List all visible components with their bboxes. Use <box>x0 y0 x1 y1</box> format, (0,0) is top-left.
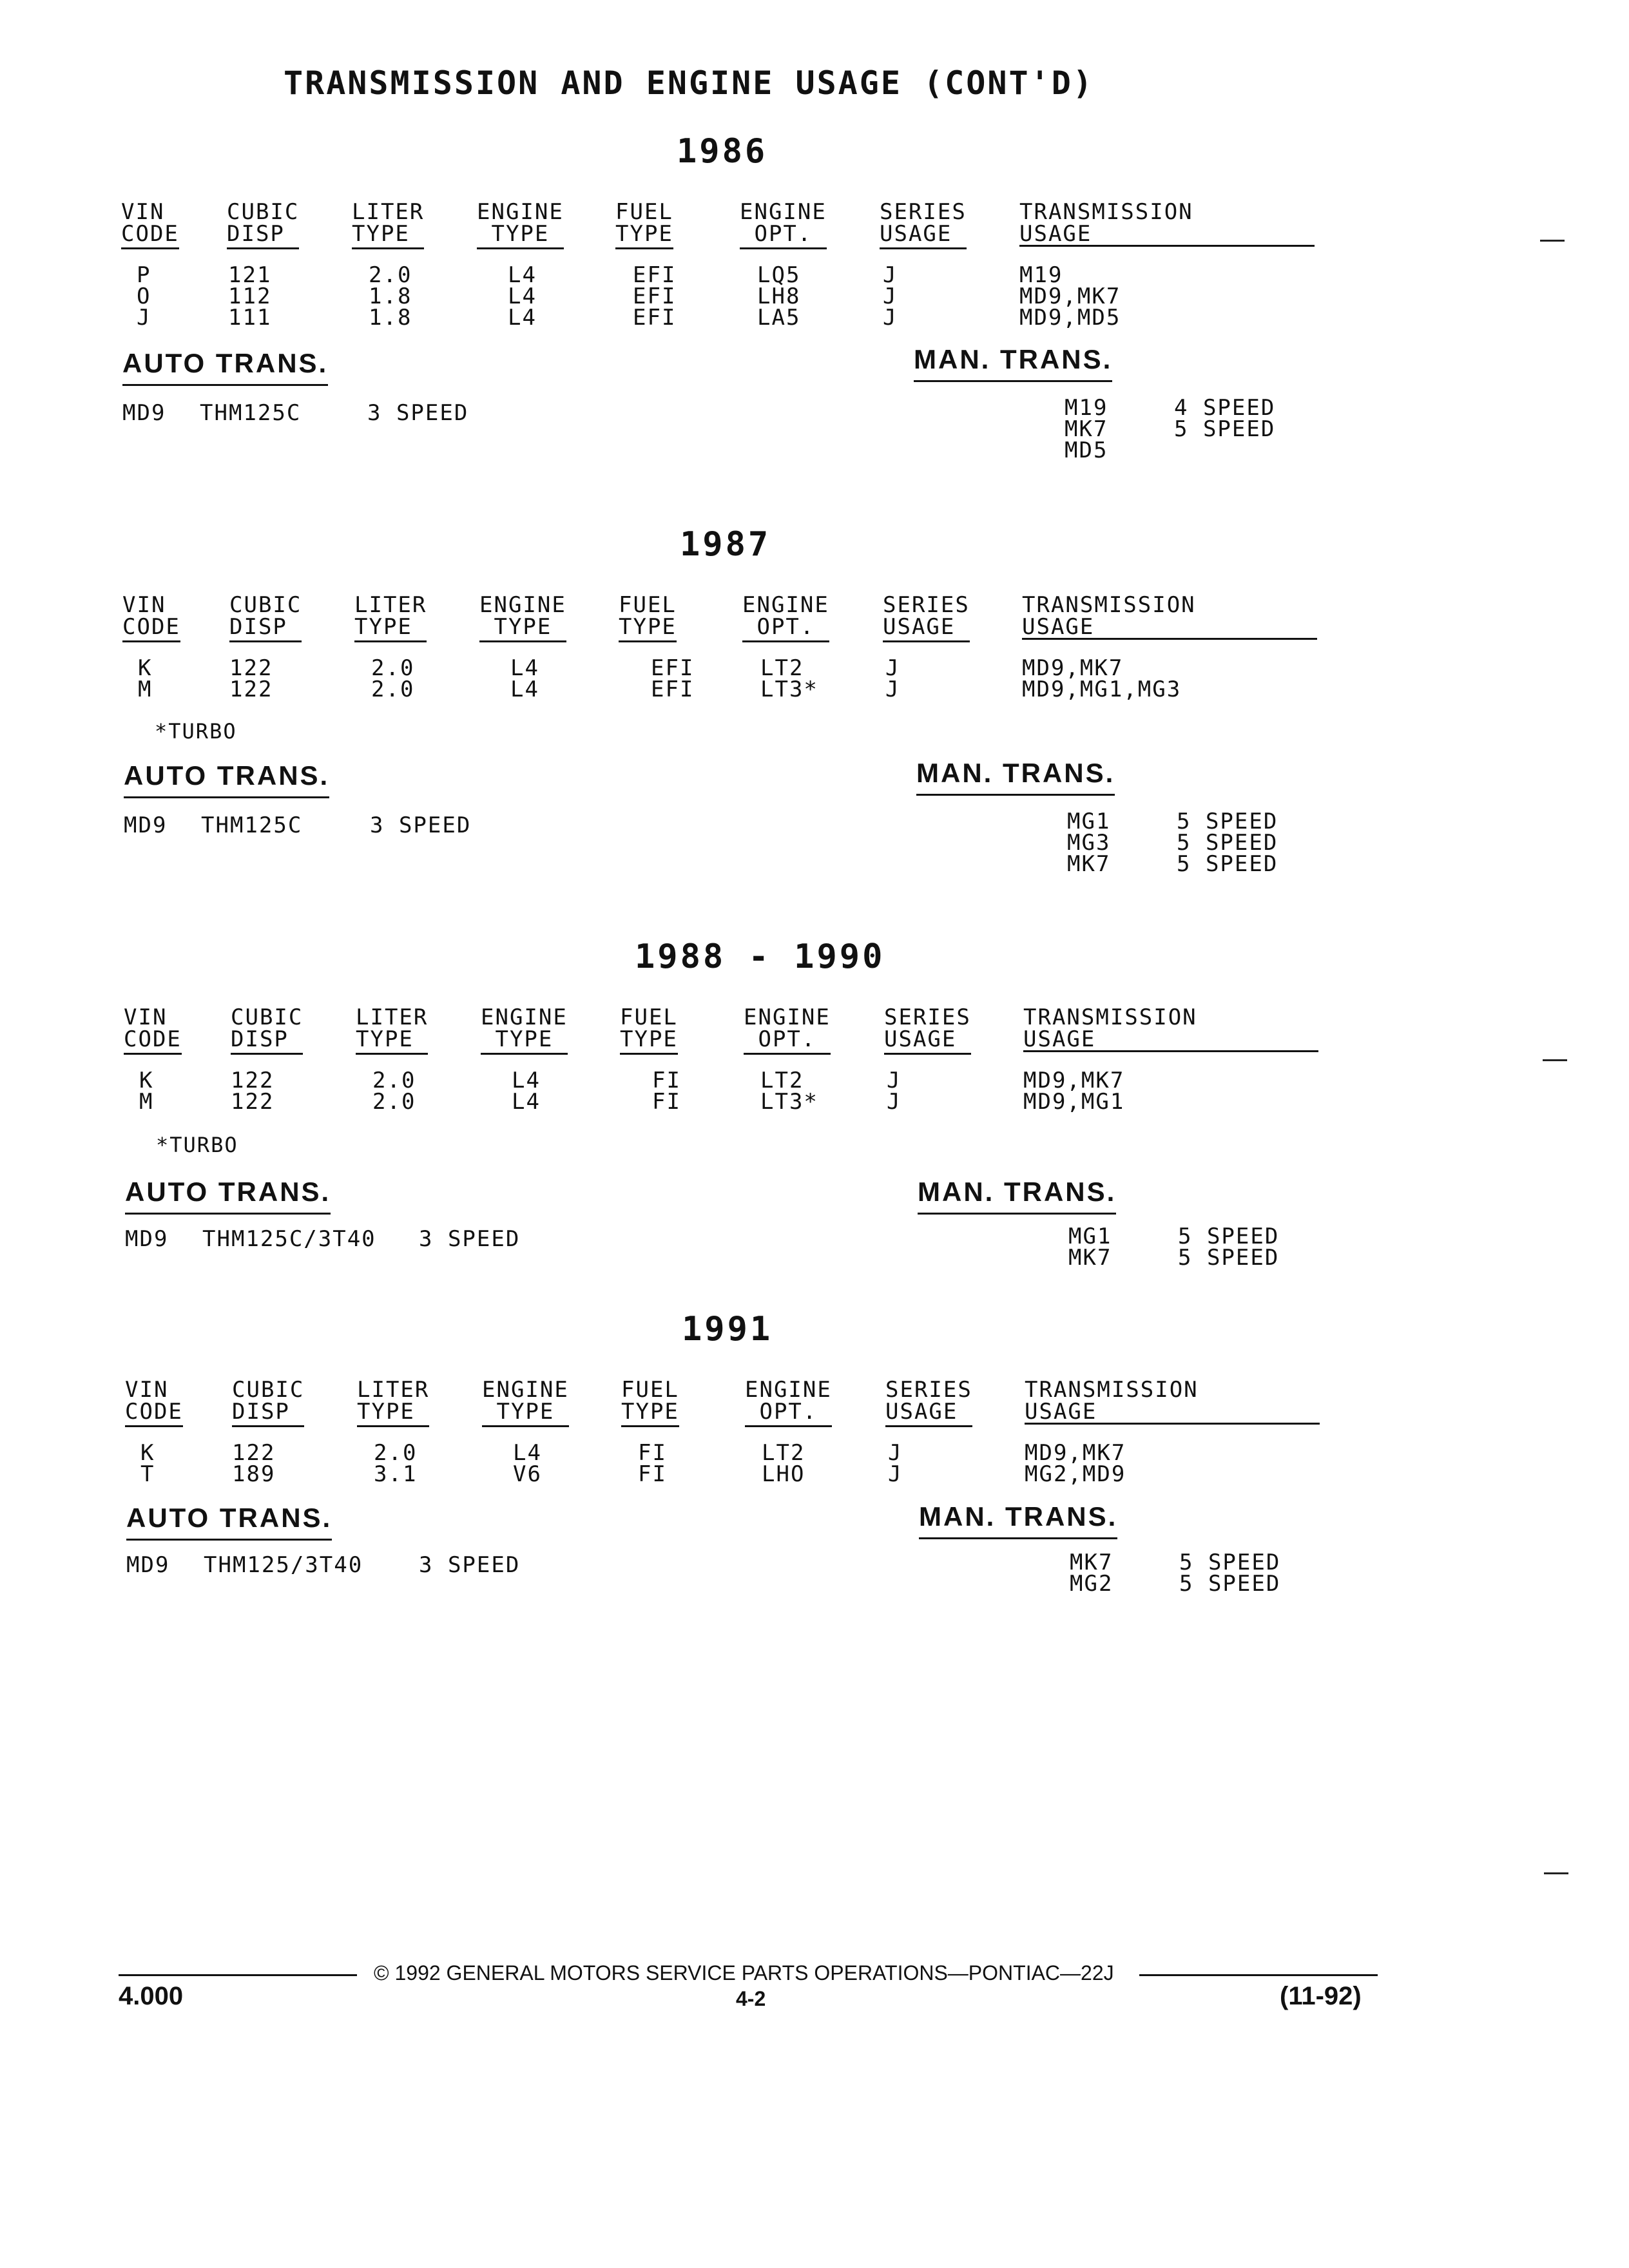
vin-code-cell: T <box>140 1461 155 1487</box>
engine-opt-cell: LT2 <box>760 1068 804 1093</box>
header-rule <box>1023 1050 1318 1052</box>
transmission-usage-cell: M19 <box>1019 262 1063 288</box>
man-trans-code: MK7 <box>1067 851 1111 877</box>
auto-trans-model: THM125C/3T40 <box>202 1226 376 1252</box>
transmission-usage-cell: MD9,MG1 <box>1023 1089 1125 1115</box>
engine-type-cell: L4 <box>508 284 537 309</box>
liter-type-cell: 2.0 <box>372 1089 416 1115</box>
vin-code-cell: K <box>139 1068 154 1093</box>
col-header-liter-type: LITER TYPE <box>354 594 427 642</box>
col-header-series-usage: SERIES USAGE <box>880 201 967 249</box>
cubic-disp-cell: 112 <box>228 284 272 309</box>
liter-type-cell: 3.1 <box>374 1461 418 1487</box>
series-usage-cell: J <box>887 1068 901 1093</box>
liter-type-cell: 2.0 <box>374 1440 418 1466</box>
auto-trans-model: THM125C <box>200 400 302 426</box>
auto-trans-heading: AUTO TRANS. <box>125 1177 331 1215</box>
man-trans-code: MG1 <box>1067 809 1111 834</box>
vin-code-cell: K <box>140 1440 155 1466</box>
man-trans-speed: 5 SPEED <box>1174 416 1276 442</box>
col-header-engine-type: ENGINE TYPE <box>477 201 564 249</box>
engine-type-cell: L4 <box>508 262 537 288</box>
liter-type-cell: 2.0 <box>372 1068 416 1093</box>
col-header-fuel-type: FUEL TYPE <box>620 1006 678 1055</box>
year-heading: 1988 - 1990 <box>635 937 885 976</box>
col-header-transmission-usage: TRANSMISSION USAGE <box>1023 1004 1197 1052</box>
col-header-transmission-usage: TRANSMISSION USAGE <box>1022 592 1196 640</box>
liter-type-cell: 2.0 <box>371 677 415 702</box>
col-header-fuel-type: FUEL TYPE <box>615 201 673 249</box>
man-trans-heading: MAN. TRANS. <box>918 1177 1116 1215</box>
turbo-footnote: *TURBO <box>156 1133 238 1157</box>
liter-type-cell: 1.8 <box>369 305 412 331</box>
cubic-disp-cell: 122 <box>231 1068 275 1093</box>
engine-type-cell: L4 <box>510 655 539 681</box>
col-header-cubic-disp: CUBIC DISP <box>229 594 302 642</box>
man-trans-heading: MAN. TRANS. <box>916 758 1115 796</box>
series-usage-cell: J <box>887 1089 901 1115</box>
man-trans-speed: 5 SPEED <box>1177 830 1278 856</box>
engine-opt-cell: LT3* <box>760 1089 818 1115</box>
transmission-usage-cell: MD9,MK7 <box>1022 655 1124 681</box>
auto-trans-heading: AUTO TRANS. <box>124 760 329 798</box>
col-header-cubic-disp: CUBIC DISP <box>231 1006 303 1055</box>
man-trans-code: MK7 <box>1068 1245 1112 1271</box>
vin-code-cell: M <box>138 677 153 702</box>
auto-trans-speed: 3 SPEED <box>367 400 469 426</box>
man-trans-code: MG3 <box>1067 830 1111 856</box>
footer-copyright: © 1992 GENERAL MOTORS SERVICE PARTS OPERATIONS—PONTIAC—22J <box>374 1961 1114 1984</box>
turbo-footnote: *TURBO <box>155 719 237 744</box>
col-header-transmission-usage: TRANSMISSION USAGE <box>1019 199 1193 247</box>
engine-type-cell: L4 <box>513 1440 542 1466</box>
col-header-engine-type: ENGINE TYPE <box>481 1006 568 1055</box>
cubic-disp-cell: 111 <box>228 305 272 331</box>
man-trans-code: MG1 <box>1068 1224 1112 1249</box>
fuel-type-cell: FI <box>652 1089 681 1115</box>
vin-code-cell: J <box>137 305 151 331</box>
engine-opt-cell: LT3* <box>760 677 818 702</box>
engine-opt-cell: LA5 <box>757 305 801 331</box>
transmission-usage-cell: MD9,MK7 <box>1023 1068 1125 1093</box>
cubic-disp-cell: 189 <box>232 1461 276 1487</box>
transmission-usage-cell: MD9,MK7 <box>1025 1440 1126 1466</box>
col-header-transmission-usage: TRANSMISSION USAGE <box>1025 1377 1199 1425</box>
col-header-engine-type: ENGINE TYPE <box>479 594 566 642</box>
col-header-engine-opt: ENGINE OPT. <box>744 1006 831 1055</box>
fuel-type-cell: FI <box>638 1440 667 1466</box>
man-trans-speed: 5 SPEED <box>1177 809 1278 834</box>
auto-trans-model: THM125C <box>201 812 303 838</box>
man-trans-code: MK7 <box>1065 416 1108 442</box>
transmission-usage-cell: MD9,MG1,MG3 <box>1022 677 1182 702</box>
vin-code-cell: P <box>137 262 151 288</box>
engine-type-cell: L4 <box>512 1068 541 1093</box>
vin-code-cell: K <box>138 655 153 681</box>
cubic-disp-cell: 122 <box>229 655 273 681</box>
liter-type-cell: 1.8 <box>369 284 412 309</box>
auto-trans-speed: 3 SPEED <box>419 1226 521 1252</box>
footer-page-number: 4-2 <box>736 1987 766 2010</box>
vin-code-cell: O <box>137 284 151 309</box>
man-trans-heading: MAN. TRANS. <box>914 344 1112 382</box>
man-trans-speed: 5 SPEED <box>1177 851 1278 877</box>
man-trans-code: M19 <box>1065 395 1108 421</box>
col-header-liter-type: LITER TYPE <box>352 201 424 249</box>
man-trans-code: MD5 <box>1065 437 1108 463</box>
footer-section-number: 4.000 <box>119 1982 184 2010</box>
cubic-disp-cell: 122 <box>229 677 273 702</box>
vin-code-cell: M <box>139 1089 154 1115</box>
man-trans-speed: 5 SPEED <box>1178 1245 1280 1271</box>
footer-rule-left <box>119 1974 357 1976</box>
col-header-engine-type: ENGINE TYPE <box>482 1379 569 1427</box>
cubic-disp-cell: 122 <box>232 1440 276 1466</box>
engine-opt-cell: LHO <box>762 1461 805 1487</box>
engine-opt-cell: LQ5 <box>757 262 801 288</box>
col-header-series-usage: SERIES USAGE <box>883 594 970 642</box>
man-trans-heading: MAN. TRANS. <box>919 1501 1117 1539</box>
series-usage-cell: J <box>888 1461 903 1487</box>
auto-trans-heading: AUTO TRANS. <box>126 1503 332 1541</box>
transmission-usage-cell: MD9,MK7 <box>1019 284 1121 309</box>
col-header-liter-type: LITER TYPE <box>357 1379 429 1427</box>
liter-type-cell: 2.0 <box>371 655 415 681</box>
year-heading: 1987 <box>680 525 771 564</box>
series-usage-cell: J <box>885 677 900 702</box>
fuel-type-cell: FI <box>638 1461 667 1487</box>
header-rule <box>1019 245 1315 247</box>
series-usage-cell: J <box>888 1440 903 1466</box>
engine-opt-cell: LT2 <box>762 1440 805 1466</box>
engine-type-cell: L4 <box>510 677 539 702</box>
series-usage-cell: J <box>883 305 898 331</box>
margin-mark <box>1540 240 1565 242</box>
col-header-engine-opt: ENGINE OPT. <box>745 1379 832 1427</box>
col-header-cubic-disp: CUBIC DISP <box>227 201 299 249</box>
col-header-liter-type: LITER TYPE <box>356 1006 428 1055</box>
fuel-type-cell: EFI <box>633 305 677 331</box>
series-usage-cell: J <box>885 655 900 681</box>
liter-type-cell: 2.0 <box>369 262 412 288</box>
col-header-vin-code: VIN CODE <box>122 594 180 642</box>
transmission-usage-cell: MD9,MD5 <box>1019 305 1121 331</box>
col-header-series-usage: SERIES USAGE <box>884 1006 971 1055</box>
fuel-type-cell: EFI <box>633 284 677 309</box>
fuel-type-cell: EFI <box>651 677 695 702</box>
year-heading: 1991 <box>682 1310 773 1349</box>
man-trans-speed: 5 SPEED <box>1179 1571 1281 1597</box>
auto-trans-speed: 3 SPEED <box>419 1552 521 1578</box>
col-header-engine-opt: ENGINE OPT. <box>742 594 829 642</box>
margin-mark <box>1543 1059 1567 1061</box>
fuel-type-cell: EFI <box>651 655 695 681</box>
page-title: TRANSMISSION AND ENGINE USAGE (CONT'D) <box>284 64 1094 102</box>
fuel-type-cell: FI <box>652 1068 681 1093</box>
man-trans-code: MG2 <box>1070 1571 1113 1597</box>
engine-type-cell: L4 <box>508 305 537 331</box>
cubic-disp-cell: 121 <box>228 262 272 288</box>
series-usage-cell: J <box>883 284 898 309</box>
col-header-fuel-type: FUEL TYPE <box>621 1379 679 1427</box>
transmission-usage-cell: MG2,MD9 <box>1025 1461 1126 1487</box>
engine-opt-cell: LH8 <box>757 284 801 309</box>
man-trans-speed: 5 SPEED <box>1179 1550 1281 1575</box>
auto-trans-speed: 3 SPEED <box>370 812 472 838</box>
auto-trans-code: MD9 <box>125 1226 169 1252</box>
col-header-vin-code: VIN CODE <box>125 1379 183 1427</box>
series-usage-cell: J <box>883 262 898 288</box>
footer-rule-right <box>1139 1974 1378 1976</box>
col-header-cubic-disp: CUBIC DISP <box>232 1379 304 1427</box>
col-header-series-usage: SERIES USAGE <box>885 1379 972 1427</box>
header-rule <box>1022 638 1317 640</box>
auto-trans-heading: AUTO TRANS. <box>122 348 328 386</box>
footer-date-code: (11-92) <box>1280 1982 1362 2010</box>
col-header-fuel-type: FUEL TYPE <box>619 594 677 642</box>
engine-opt-cell: LT2 <box>760 655 804 681</box>
auto-trans-code: MD9 <box>122 400 166 426</box>
header-rule <box>1025 1423 1320 1425</box>
man-trans-code: MK7 <box>1070 1550 1113 1575</box>
cubic-disp-cell: 122 <box>231 1089 275 1115</box>
col-header-engine-opt: ENGINE OPT. <box>740 201 827 249</box>
man-trans-speed: 4 SPEED <box>1174 395 1276 421</box>
year-heading: 1986 <box>677 132 768 171</box>
auto-trans-code: MD9 <box>126 1552 170 1578</box>
fuel-type-cell: EFI <box>633 262 677 288</box>
engine-type-cell: V6 <box>513 1461 542 1487</box>
auto-trans-model: THM125/3T40 <box>204 1552 363 1578</box>
man-trans-speed: 5 SPEED <box>1178 1224 1280 1249</box>
col-header-vin-code: VIN CODE <box>124 1006 182 1055</box>
col-header-vin-code: VIN CODE <box>121 201 179 249</box>
auto-trans-code: MD9 <box>124 812 168 838</box>
engine-type-cell: L4 <box>512 1089 541 1115</box>
margin-mark <box>1544 1872 1568 1874</box>
